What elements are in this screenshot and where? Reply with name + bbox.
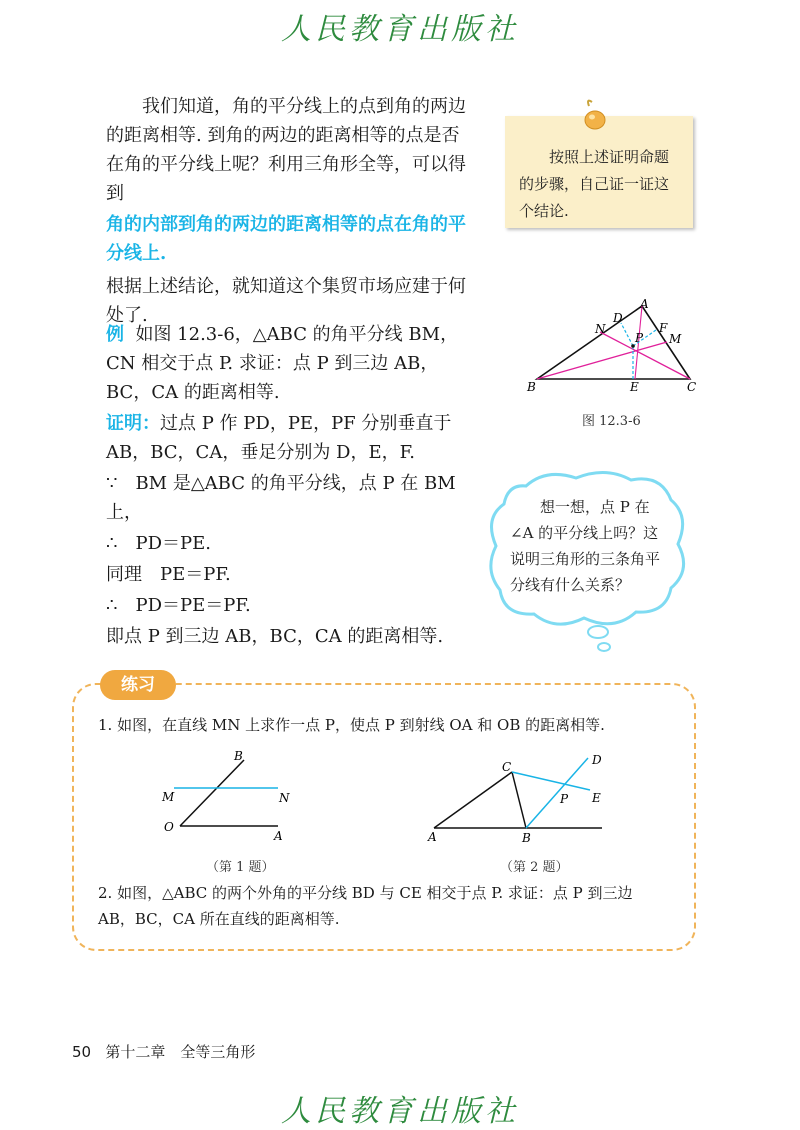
ex1-label-a: A <box>274 829 283 843</box>
page-number: 50 <box>72 1043 92 1061</box>
ex2-label-b: B <box>522 831 531 845</box>
conclusion-text: 根据上述结论，就知道这个集贸市场应建于何处了. <box>106 276 466 326</box>
exercise-tab: 练习 <box>100 670 176 700</box>
ex1-label-b: B <box>234 749 243 763</box>
publisher-logo-header: 人民教育出版社 <box>281 12 519 47</box>
ex1-label-n: N <box>279 791 290 805</box>
page-footer <box>72 1041 255 1062</box>
example-label: 例 <box>106 324 124 345</box>
fig-label-p: P <box>635 331 644 345</box>
theorem-highlight: 角的内部到角的两边的距离相等的点在角的平分线上. <box>106 214 466 264</box>
pushpin-icon <box>580 98 610 134</box>
ex1-label-o: O <box>164 820 174 834</box>
proof-line-5: ∴ PD＝PE＝PF. <box>106 595 251 616</box>
example-block <box>106 320 476 651</box>
triangle-figure <box>525 296 705 396</box>
fig-label-m: M <box>669 332 682 346</box>
note-text: 按照上述证明命题的步骤，自己证一证这个结论. <box>519 148 670 220</box>
proof-label: 证明： <box>106 413 160 434</box>
figure-caption: 图 12.3-6 <box>582 414 641 429</box>
exercise-figure-1 <box>160 746 300 846</box>
chapter-title: 第十二章 全等三角形 <box>105 1043 256 1061</box>
ex2-label-p: P <box>560 792 569 806</box>
fig-label-f: F <box>659 321 668 335</box>
exercise-q2: 2. 如图，△ABC 的两个外角的平分线 BD 与 CE 相交于点 P. 求证：点 P 到三边 AB，BC，CA 所在直线的距离相等. <box>98 884 633 928</box>
ex2-label-c: C <box>502 760 512 774</box>
example-text: 如图 12.3-6，△ABC 的角平分线 BM，CN 相交于点 P. 求证：点 P 到三边 AB，BC，CA 的距离相等. <box>106 324 459 403</box>
exercise-figure-2 <box>426 752 616 846</box>
ex2-label-a: A <box>428 830 437 844</box>
exercise-caption-2: （第 2 题） <box>500 860 569 875</box>
intro-paragraph <box>106 92 476 330</box>
proof-line-4: 同理 PE＝PF. <box>106 564 231 585</box>
proof-line-1: 过点 P 作 PD，PE，PF 分别垂直于 AB，BC，CA，垂足分别为 D，E，F. <box>106 413 452 463</box>
fig-label-c: C <box>687 380 697 394</box>
fig-label-n: N <box>595 322 606 336</box>
fig-label-b: B <box>527 380 536 394</box>
intro-text: 我们知道，角的平分线上的点到角的两边的距离相等. 到角的两边的距离相等的点是否在角的平分线上呢？利用三角形全等，可以得到 <box>106 96 466 204</box>
fig-label-e: E <box>630 380 639 394</box>
cloud-text: 想一想，点 P 在∠A 的平分线上吗？这说明三角形的三条角平分线有什么关系？ <box>510 498 661 594</box>
fig-label-d: D <box>613 311 623 325</box>
ex1-label-m: M <box>162 790 175 804</box>
ex2-label-e: E <box>592 791 601 805</box>
ex2-label-d: D <box>592 753 602 767</box>
fig-label-a: A <box>640 297 649 311</box>
proof-line-3: ∴ PD＝PE. <box>106 533 211 554</box>
exercise-caption-1: （第 1 题） <box>206 860 275 875</box>
exercise-q1: 1. 如图，在直线 MN 上求作一点 P，使点 P 到射线 OA 和 OB 的距离相等. <box>98 716 605 734</box>
publisher-logo-footer: 人民教育出版社 <box>281 1094 519 1129</box>
proof-line-2: ∵ BM 是△ABC 的角平分线，点 P 在 BM 上， <box>106 473 456 523</box>
proof-line-6: 即点 P 到三边 AB，BC，CA 的距离相等. <box>106 626 444 647</box>
